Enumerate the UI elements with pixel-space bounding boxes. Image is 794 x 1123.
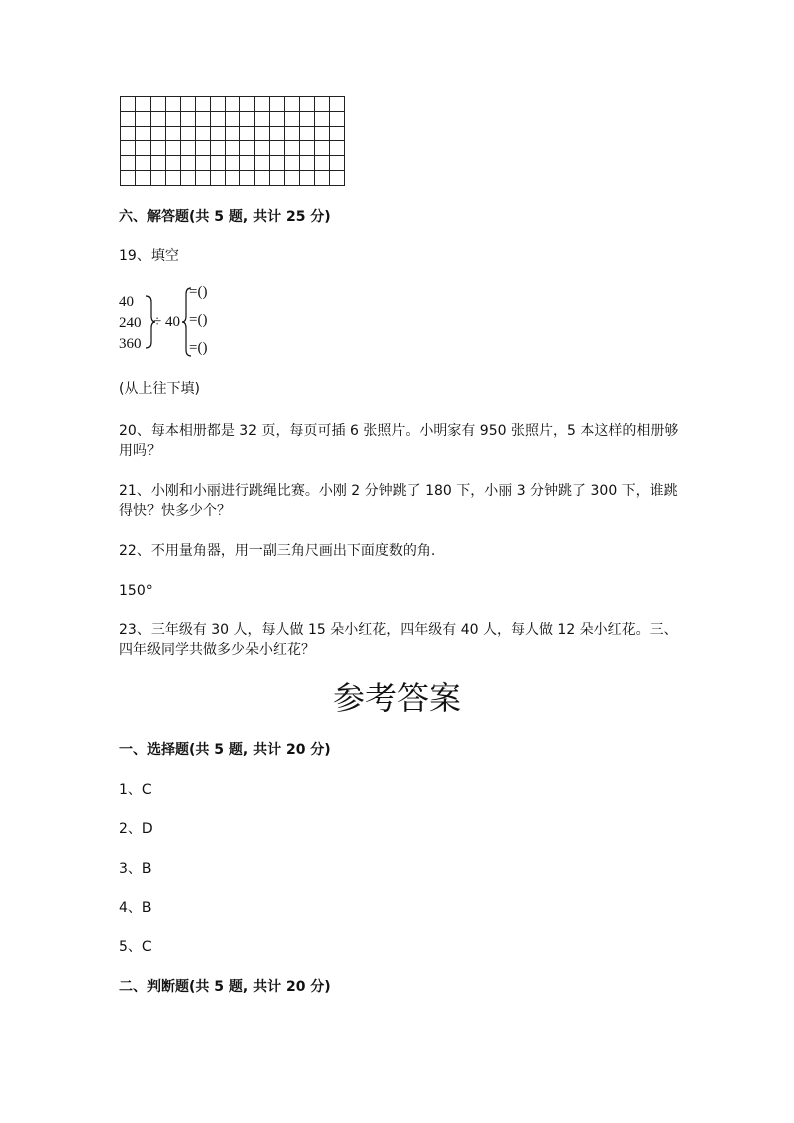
grid-cell	[285, 127, 300, 142]
grid-cell	[285, 141, 300, 156]
grid-cell	[211, 141, 226, 156]
formula-number-3: 360	[119, 336, 142, 352]
grid-cell	[300, 171, 315, 186]
grid-cell	[121, 127, 136, 142]
grid-cell	[196, 171, 211, 186]
grid-cell	[240, 97, 255, 112]
grid-cell	[196, 97, 211, 112]
grid-cell	[121, 112, 136, 127]
formula-result-3: =()	[189, 340, 208, 356]
grid-cell	[240, 127, 255, 142]
grid-cell	[121, 141, 136, 156]
answer-item: 5、C	[119, 939, 152, 955]
grid-cell	[255, 97, 270, 112]
grid-cell	[270, 171, 285, 186]
grid-cell	[240, 171, 255, 186]
answer-key-title: 参考答案	[332, 679, 461, 717]
answer-item: 2、D	[119, 821, 153, 837]
grid-cell	[136, 112, 151, 127]
grid-cell	[315, 141, 330, 156]
grid-cell	[255, 156, 270, 171]
grid-cell	[315, 171, 330, 186]
formula-number-2: 240	[119, 315, 142, 331]
grid-cell	[181, 127, 196, 142]
grid-cell	[270, 127, 285, 142]
grid-cell	[330, 127, 345, 142]
grid-cell	[330, 97, 345, 112]
grid-cell	[166, 127, 181, 142]
grid-cell	[166, 141, 181, 156]
grid-cell	[226, 112, 241, 127]
grid-cell	[255, 127, 270, 142]
grid-cell	[300, 112, 315, 127]
grid-cell	[300, 127, 315, 142]
formula-divisor: ÷ 40	[153, 314, 180, 330]
grid-cell	[211, 127, 226, 142]
grid-cell	[196, 156, 211, 171]
answer-section-2-heading: 二、判断题(共 5 题, 共计 20 分)	[119, 979, 331, 995]
grid-cell	[121, 156, 136, 171]
grid-cell	[181, 171, 196, 186]
grid-cell	[226, 156, 241, 171]
grid-cell	[270, 141, 285, 156]
grid-cell	[121, 171, 136, 186]
grid-cell	[255, 112, 270, 127]
grid-cell	[285, 112, 300, 127]
question-23: 23、三年级有 30 人，每人做 15 朵小红花，四年级有 40 人，每人做 12 朵小红花。三、四年级同学共做多少朵小红花？	[119, 622, 678, 658]
grid-cell	[151, 112, 166, 127]
answer-item: 1、C	[119, 782, 152, 798]
fill-in-formula	[119, 284, 249, 362]
grid-cell	[285, 156, 300, 171]
grid-cell	[255, 171, 270, 186]
grid-cell	[330, 112, 345, 127]
grid-cell	[240, 112, 255, 127]
grid-cell	[270, 112, 285, 127]
question-19-note: (从上往下填)	[119, 381, 200, 397]
grid-cell	[240, 141, 255, 156]
grid-cell	[151, 141, 166, 156]
grid-cell	[226, 141, 241, 156]
grid-cell	[211, 112, 226, 127]
grid-cell	[240, 156, 255, 171]
grid-cell	[330, 141, 345, 156]
grid-cell	[300, 156, 315, 171]
grid-cell	[151, 156, 166, 171]
grid-cell	[136, 127, 151, 142]
grid-cell	[330, 171, 345, 186]
grid-cell	[300, 141, 315, 156]
formula-result-1: =()	[189, 284, 208, 300]
grid-cell	[181, 112, 196, 127]
grid-cell	[136, 171, 151, 186]
question-22: 22、不用量角器，用一副三角尺画出下面度数的角.	[119, 543, 436, 559]
grid-cell	[315, 97, 330, 112]
grid-cell	[226, 171, 241, 186]
question-21: 21、小刚和小丽进行跳绳比赛。小刚 2 分钟跳了 180 下，小丽 3 分钟跳了 300 下，谁跳得快？快多少个？	[119, 483, 678, 519]
grid-cell	[315, 127, 330, 142]
grid-cell	[166, 112, 181, 127]
grid-cell	[151, 97, 166, 112]
grid-cell	[211, 97, 226, 112]
question-22-angle: 150°	[119, 583, 153, 599]
grid-cell	[136, 156, 151, 171]
grid-cell	[300, 97, 315, 112]
grid-cell	[181, 141, 196, 156]
grid-cell	[151, 127, 166, 142]
grid-cell	[330, 156, 345, 171]
grid-cell	[226, 127, 241, 142]
grid-cell	[136, 97, 151, 112]
formula-result-2: =()	[189, 312, 208, 328]
grid-cell	[151, 171, 166, 186]
grid-cell	[315, 156, 330, 171]
grid-cell	[166, 156, 181, 171]
writing-grid	[120, 96, 345, 186]
question-20: 20、每本相册都是 32 页，每页可插 6 张照片。小明家有 950 张照片，5 本这样的相册够用吗？	[119, 423, 679, 459]
section-6-heading: 六、解答题(共 5 题, 共计 25 分)	[119, 209, 331, 225]
grid-cell	[181, 156, 196, 171]
answer-item: 4、B	[119, 900, 152, 916]
grid-cell	[270, 97, 285, 112]
grid-cell	[315, 112, 330, 127]
grid-cell	[196, 141, 211, 156]
formula-number-1: 40	[119, 294, 134, 310]
grid-cell	[211, 156, 226, 171]
grid-cell	[181, 97, 196, 112]
grid-cell	[211, 171, 226, 186]
grid-cell	[270, 156, 285, 171]
answer-item: 3、B	[119, 861, 152, 877]
grid-cell	[136, 141, 151, 156]
grid-cell	[285, 97, 300, 112]
grid-cell	[166, 97, 181, 112]
answer-section-1-heading: 一、选择题(共 5 题, 共计 20 分)	[119, 742, 331, 758]
grid-cell	[285, 171, 300, 186]
grid-cell	[196, 127, 211, 142]
question-19-label: 19、填空	[119, 248, 179, 264]
grid-cell	[226, 97, 241, 112]
grid-cell	[121, 97, 136, 112]
grid-cell	[255, 141, 270, 156]
grid-cell	[166, 171, 181, 186]
grid-cell	[196, 112, 211, 127]
